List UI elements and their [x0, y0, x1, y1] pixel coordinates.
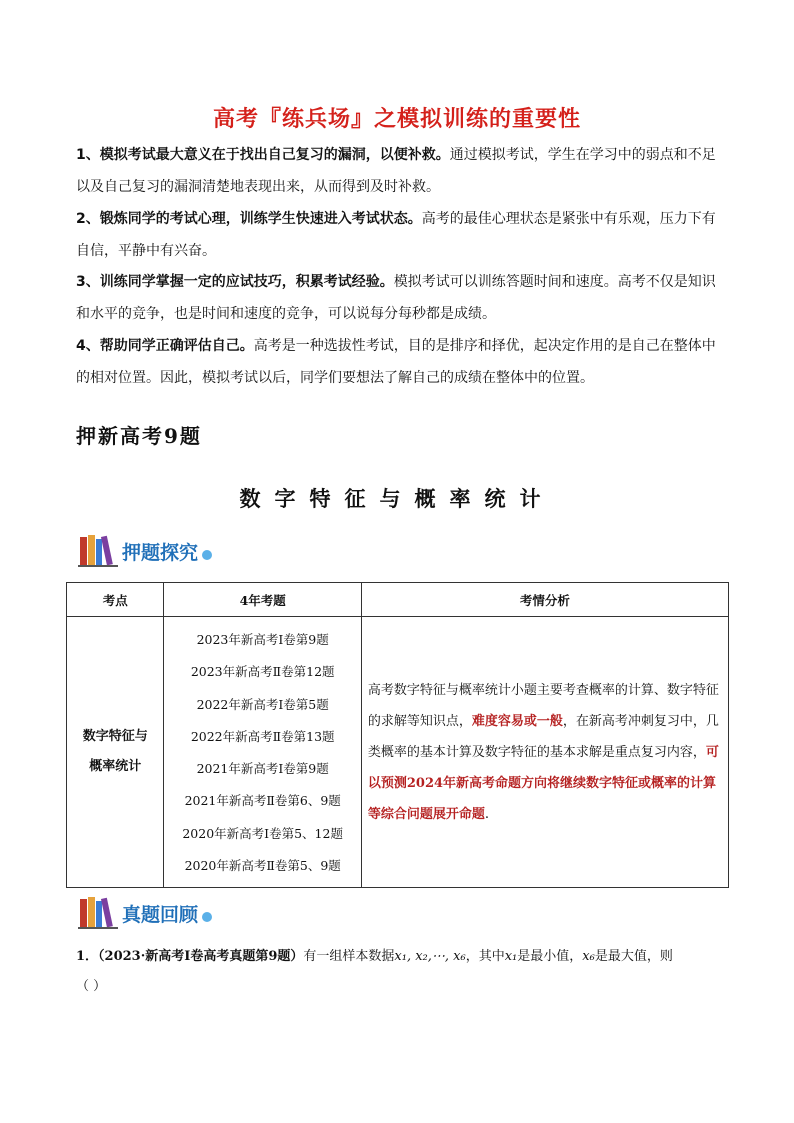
section-title-review: 真题回顾 [122, 904, 199, 926]
question-1 [76, 942, 726, 1002]
question-text-4: 是最大值，则 [594, 949, 673, 964]
blue-dot-icon [202, 912, 212, 922]
point-2-text: 高考的最佳心理状态是紧张中有乐观，压力下有自信，平静中有兴奋。 [76, 211, 716, 259]
year-item: 2020年新高考Ⅰ卷第5、12题 [182, 825, 343, 841]
answer-paren: （ ） [76, 979, 107, 994]
year-item: 2021年新高考Ⅱ卷第6、9题 [184, 793, 341, 809]
years-cell [164, 617, 361, 888]
point-cell [67, 617, 164, 888]
year-item: 2023年新高考Ⅰ卷第9题 [196, 632, 329, 647]
header-years: 4年考题 [164, 583, 361, 617]
question-source: （2023·新高考Ⅰ卷高考真题第9题） [98, 949, 304, 964]
year-item: 2021年新高考Ⅰ卷第9题 [196, 761, 329, 777]
page-title: 高考『练兵场』之模拟训练的重要性 [212, 107, 581, 132]
question-text-3: 是最小值， [517, 949, 583, 964]
section-title-explore: 押题探究 [122, 542, 199, 564]
blue-dot-icon [202, 550, 212, 560]
exam-analysis-table [66, 582, 729, 888]
point-line-2: 概率统计 [89, 759, 142, 775]
point-line-1: 数字特征与 [82, 729, 148, 745]
analysis-text-3: . [484, 806, 490, 822]
analysis-highlight-1: 难度容易或一般 [471, 713, 563, 729]
point-4 [76, 331, 726, 394]
question-number: 1． [76, 949, 99, 964]
header-analysis: 考情分析 [361, 583, 728, 617]
section-header-explore [78, 531, 212, 567]
books-icon [78, 895, 118, 929]
point-1 [76, 140, 726, 203]
analysis-cell [361, 617, 728, 888]
year-item: 2022年新高考Ⅰ卷第5题 [196, 696, 329, 712]
point-3 [76, 267, 726, 330]
year-item: 2023年新高考Ⅱ卷第12题 [190, 664, 335, 680]
point-3-bold: 3、训练同学掌握一定的应试技巧，积累考试经验。 [76, 274, 394, 290]
question-text-1: 有一组样本数据 [303, 949, 395, 964]
point-4-text: 高考是一种选拔性考试，目的是排序和择优，起决定作用的是自己在整体中的相对位置。因此，模拟考试以后，同学们要想法了解自己的成绩在整体中的位置。 [76, 338, 716, 386]
question-text-2: ，其中 [465, 949, 505, 964]
analysis-text-1: 高考数字特征与概率统计小题主要考查概率的计算、数字特征的求解等知识点， [367, 682, 719, 729]
point-1-text: 通过模拟考试，学生在学习中的弱点和不足以及自己复习的漏洞清楚地表现出来，从而得到及时补救。 [76, 147, 716, 195]
books-icon [78, 533, 118, 567]
point-1-bold: 1、模拟考试最大意义在于找出自己复习的漏洞，以便补救。 [76, 147, 450, 163]
header-point: 考点 [67, 583, 164, 617]
table-row [67, 617, 729, 888]
point-2 [76, 204, 726, 267]
point-2-bold: 2、锻炼同学的考试心理，训练学生快速进入考试状态。 [76, 211, 422, 227]
math-max: x₆ [582, 949, 595, 964]
table-header-row [67, 583, 729, 617]
topic-title: 数字特征与概率统计 [239, 486, 555, 511]
sub-heading: 押新高考9题 [76, 424, 202, 448]
year-item: 2020年新高考Ⅱ卷第5、9题 [184, 858, 341, 874]
point-3-text: 模拟考试可以训练答题时间和速度。高考不仅是知识和水平的竞争，也是时间和速度的竞争，可以说每分每秒都是成绩。 [76, 274, 716, 322]
math-min: x₁ [504, 949, 518, 964]
section-header-review [78, 893, 212, 929]
math-sample: x₁, x₂,⋯, x₆ [394, 949, 466, 964]
analysis-text-2: ，在新高考冲刺复习中，几类概率的基本计算及数字特征的基本求解是重点复习内容， [367, 713, 719, 760]
point-4-bold: 4、帮助同学正确评估自己。 [76, 338, 254, 354]
analysis-highlight-2: 可以预测2024年新高考命题方向将继续数字特征或概率的计算等综合问题展开命题 [367, 744, 719, 822]
year-item: 2022年新高考Ⅱ卷第13题 [190, 728, 335, 744]
